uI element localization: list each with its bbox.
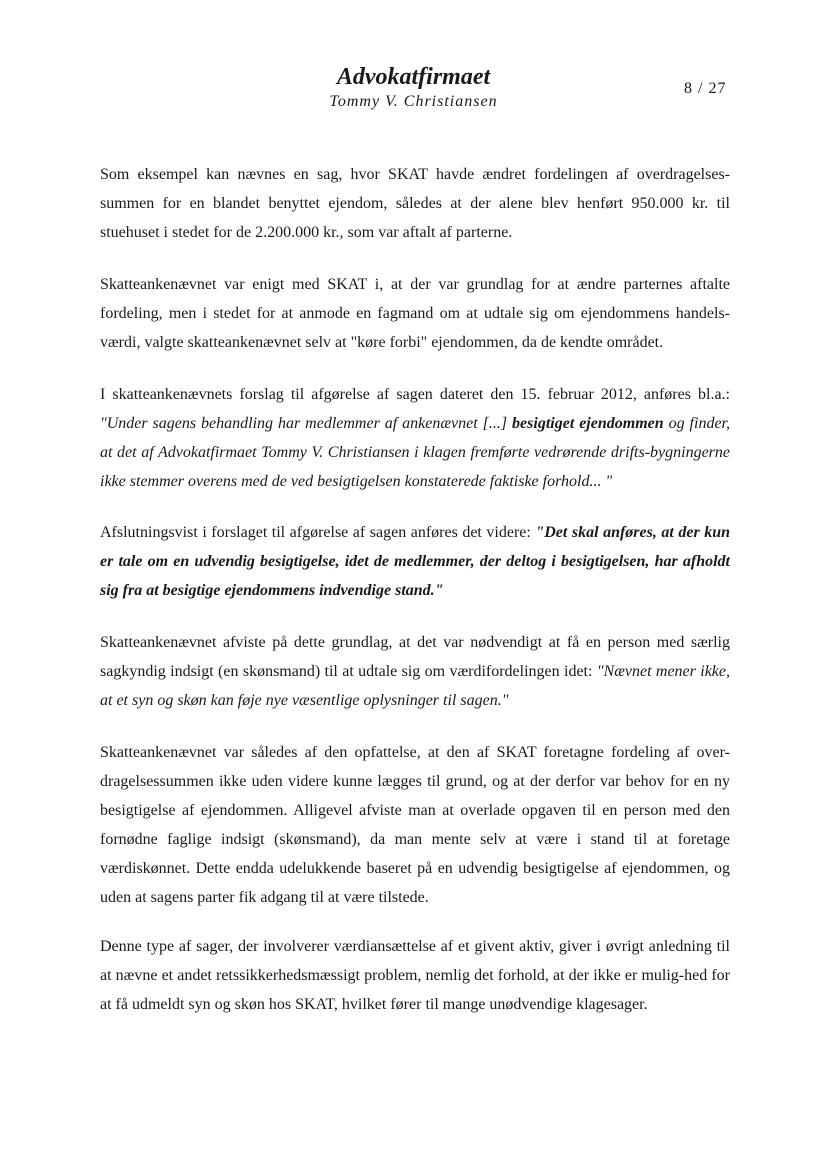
firm-name: Advokatfirmaet bbox=[336, 64, 491, 90]
paragraph-3-quote-bold: besigtiget ejendommen bbox=[512, 415, 664, 432]
paragraph-3-quote-end: og finder, at det af Advokatfirmaet Tommy V. Christiansen i klagen fremførte vedrørende drifts-bygningerne ikke stemmer overens med de ved besigtigelsen konstaterede faktiske forhold... " bbox=[100, 415, 731, 490]
paragraph-5 bbox=[100, 628, 730, 715]
paragraph-4-quote: "Det skal anføres, at der kun er tale om en udvendig besigtigelse, idet de medlemmer, der deltog i besigtigelsen, har afholdt sig fra at besigtige ejendommens indvendige stand." bbox=[100, 524, 730, 599]
paragraph-5-text: Skatteankenævnet afviste på dette grundlag, at det var nødvendigt at få en person med særlig sagkyndig indsigt (en skønsmand) til at udtale sig om værdifordelingen idet: bbox=[100, 634, 730, 680]
lawyer-name: Tommy V. Christiansen bbox=[329, 93, 498, 110]
paragraph-6: Skatteankenævnet var således af den opfattelse, at den af SKAT foretagne fordeling af over-dragelsessummen ikke uden videre kunne lægges til grund, og at der derfor var behov for en ny besigtigelse af ejendommen. Alligevel afviste man at overlade opgaven til en person med den fornødne faglige indsigt (skønsmand), da man mente selv at være i stand til at foretage værdiskønnet. Dette endda udelukkende baseret på en udvendig besigtigelse af ejendommen, og uden at sagens parter fik adgang til at være tilstede. bbox=[100, 744, 730, 906]
paragraph-5-quote: "Nævnet mener ikke, at et syn og skøn kan føje nye væsentlige oplysninger til sagen." bbox=[100, 663, 730, 709]
paragraph-3-intro: I skatteankenævnets forslag til afgørelse af sagen dateret den 15. februar 2012, anføres bl.a.: bbox=[100, 386, 730, 403]
paragraph-1: Som eksempel kan nævnes en sag, hvor SKAT havde ændret fordelingen af overdragelses-summen for en blandet benyttet ejendom, således at der alene blev henført 950.000 kr. til stuehuset i stedet for de 2.200.000 kr., som var aftalt af parterne. bbox=[100, 166, 730, 241]
paragraph-3-quote-start: "Under sagens behandling har medlemmer af ankenævnet [...] bbox=[100, 415, 513, 432]
paragraph-4-intro: Afslutningsvist i forslaget til afgørelse af sagen anføres det videre: bbox=[100, 524, 536, 541]
paragraph-7: Denne type af sager, der involverer værdiansættelse af et givent aktiv, giver i øvrigt anledning til at nævne et andet retssikkerhedsmæssigt problem, nemlig det forhold, at der ikke er mulig-hed for at få udmeldt syn og skøn hos SKAT, hvilket fører til mange unødvendige klagesager. bbox=[100, 938, 730, 1013]
page-number: 8 / 27 bbox=[684, 80, 727, 97]
paragraph-4 bbox=[100, 518, 730, 605]
paragraph-2: Skatteankenævnet var enigt med SKAT i, at der var grundlag for at ændre parternes aftalte fordeling, men i stedet for at anmode en fagmand om at udtale sig om ejendommens handels-værdi, valgte skatteankenævnet selv at "køre forbi" ejendommen, da de kendte området. bbox=[100, 276, 730, 351]
paragraph-3 bbox=[100, 380, 730, 496]
